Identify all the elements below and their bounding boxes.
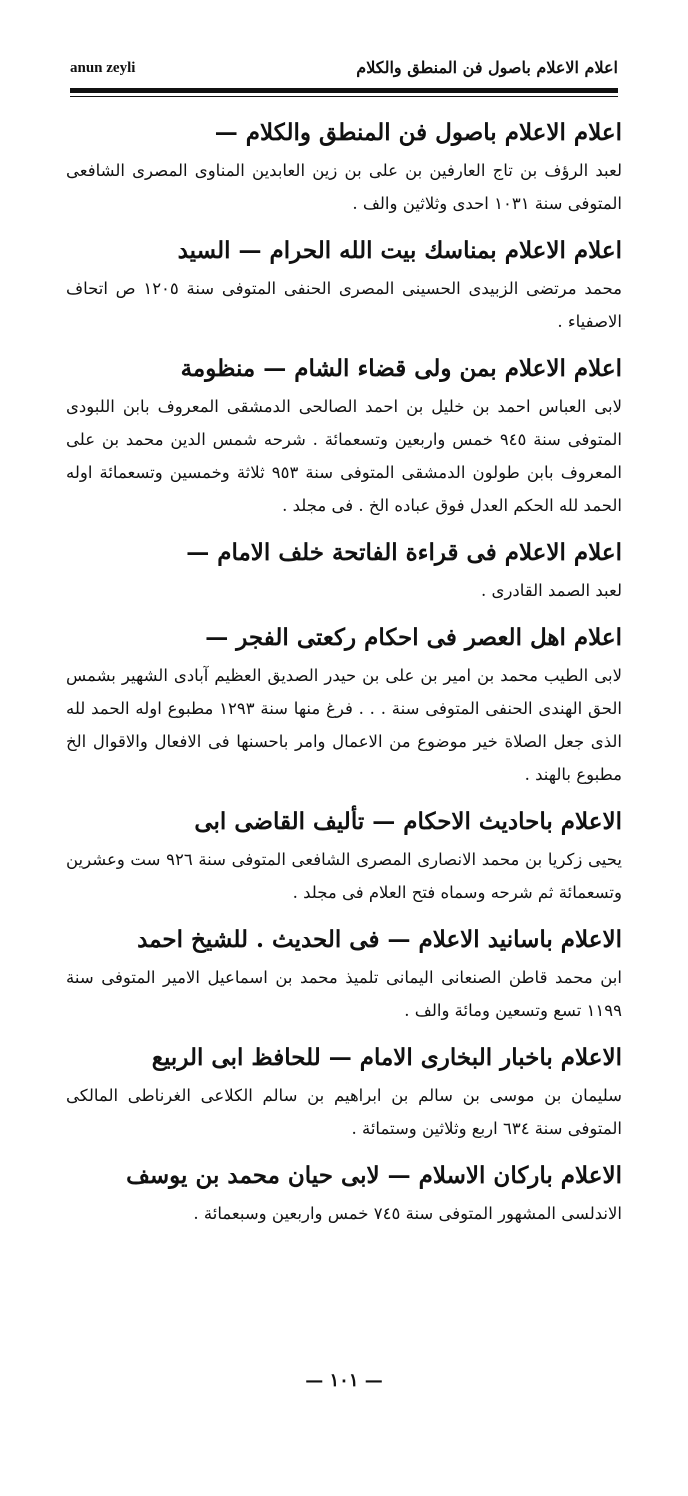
entry [66, 617, 622, 791]
entry-title: الاعلام باخبار البخارى الامام — للحافظ ابى الربيع [151, 1044, 622, 1071]
entry-title: اعلام اهل العصر فى احكام ركعتى الفجر — [205, 624, 622, 651]
entry [66, 1155, 622, 1230]
entry-title: اعلام الاعلام فى قراءة الفاتحة خلف الامام — [186, 539, 622, 566]
entry-body: لابى الطيب محمد بن امير بن على بن حيدر الصديق العظيم آبادى الشهير بشمس الحق الهندى الحنفى المتوفى سنة . . . فرغ منها سنة ١٢٩٣ مطبوع اوله الحمد لله الذى جعل الصلاة خير موضوع من الاعمال وامر باحسنها فى الافعال والاقوال الخ مطبوع بالهند . [66, 666, 622, 784]
entry [66, 348, 622, 522]
page-number: — ١٠١ — [305, 1370, 383, 1391]
entry [66, 919, 622, 1027]
header-rule-thin [70, 96, 618, 97]
entry-title: الاعلام باسانيد الاعلام — فى الحديث . للشيخ احمد [137, 926, 622, 953]
entry [66, 1037, 622, 1145]
entry-body: لابى العباس احمد بن خليل بن احمد الصالحى الدمشقى المعروف بابن اللبودى المتوفى سنة ٩٤٥ خمس واربعين وتسعمائة . شرحه شمس الدين محمد بن على المعروف بابن طولون الدمشقى المتوفى سنة ٩٥٣ ثلاثة وخمسين وتسعمائة اوله الحمد لله الحكم العدل فوق عباده الخ . فى مجلد . [66, 397, 622, 515]
entry-body: محمد مرتضى الزبيدى الحسينى المصرى الحنفى المتوفى سنة ١٢٠٥ ص اتحاف الاصفياء . [66, 279, 623, 331]
header-title: اعلام الاعلام باصول فن المنطق والكلام [356, 58, 618, 77]
entry-title: اعلام الاعلام بمن ولى قضاء الشام — منظومة [180, 355, 622, 382]
entry-body: لعبد الرؤف بن تاج العارفين بن على بن زين العابدين المناوى المصرى الشافعى المتوفى سنة ١٠٣١ احدى وثلاثين والف . [66, 161, 622, 213]
entry [66, 532, 622, 607]
entries-list [66, 112, 622, 1240]
entry-body: ابن محمد قاطن الصنعانى اليمانى تلميذ محمد بن اسماعيل الامير المتوفى سنة ١١٩٩ تسع وتسعين ومائة والف . [66, 968, 622, 1020]
entry [66, 801, 622, 909]
running-header [70, 58, 618, 86]
entry-title: اعلام الاعلام باصول فن المنطق والكلام — [214, 119, 622, 146]
header-left-text: anun zeyli [70, 60, 136, 76]
entry-body: يحيى زكريا بن محمد الانصارى المصرى الشافعى المتوفى سنة ٩٢٦ ست وعشرين وتسعمائة ثم شرحه وسماه فتح العلام فى مجلد . [66, 850, 622, 902]
entry-body: الاندلسى المشهور المتوفى سنة ٧٤٥ خمس واربعين وسبعمائة . [193, 1204, 622, 1223]
entry-body: لعبد الصمد القادرى . [481, 581, 622, 600]
header-rule-thick [70, 88, 618, 93]
entry-title: الاعلام باحاديث الاحكام — تأليف القاضى ابى [194, 808, 622, 835]
entry-body: سليمان بن موسى بن سالم بن ابراهيم بن سالم الكلاعى الغرناطى المالكى المتوفى سنة ٦٣٤ اربع وثلاثين وستمائة . [66, 1086, 622, 1138]
entry-title: اعلام الاعلام بمناسك بيت الله الحرام — السيد [177, 237, 622, 264]
entry [66, 230, 622, 338]
entry [66, 112, 622, 220]
entry-title: الاعلام باركان الاسلام — لابى حيان محمد بن يوسف [126, 1162, 622, 1189]
